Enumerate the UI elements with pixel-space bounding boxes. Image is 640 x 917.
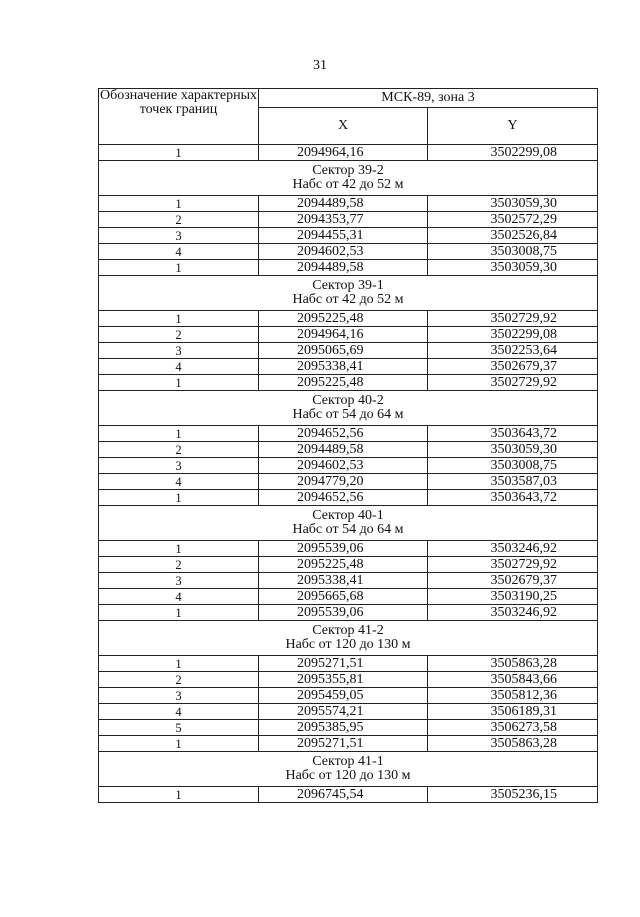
x-coordinate: 2095065,69: [259, 343, 428, 359]
table-row: [99, 573, 598, 589]
point-number: 1: [99, 260, 259, 276]
x-coordinate: 2095385,95: [259, 720, 428, 736]
y-coordinate: 3502729,92: [428, 557, 598, 573]
x-coordinate: 2095355,81: [259, 672, 428, 688]
point-number: 4: [99, 244, 259, 260]
x-coordinate: 2095338,41: [259, 573, 428, 589]
y-coordinate: 3502729,92: [428, 375, 598, 391]
y-coordinate: 3505843,66: [428, 672, 598, 688]
y-coordinate: 3505863,28: [428, 736, 598, 752]
section-header: [99, 752, 598, 787]
section-title: Сектор 40-2: [312, 393, 384, 408]
point-number: 1: [99, 656, 259, 672]
section-header-row: [99, 276, 598, 311]
y-coordinate: 3503190,25: [428, 589, 598, 605]
point-number: 2: [99, 327, 259, 343]
table-row: [99, 736, 598, 752]
x-coordinate: 2094489,58: [259, 442, 428, 458]
x-coordinate: 2095271,51: [259, 736, 428, 752]
table-row: [99, 260, 598, 276]
x-coordinate: 2096745,54: [259, 787, 428, 803]
x-coordinate: 2094489,58: [259, 196, 428, 212]
page-number: 31: [313, 58, 327, 73]
section-title: Сектор 41-2: [312, 623, 384, 638]
point-number: 3: [99, 228, 259, 244]
header-coordinate-system: МСК-89, зона 3: [259, 89, 598, 108]
section-elevation: Набс от 54 до 64 м: [292, 522, 404, 537]
table-row: [99, 327, 598, 343]
table-row: [99, 589, 598, 605]
point-number: 2: [99, 212, 259, 228]
point-number: 1: [99, 196, 259, 212]
section-header-row: [99, 391, 598, 426]
table-header: [99, 89, 598, 145]
table-row: [99, 541, 598, 557]
section-title: Сектор 39-2: [312, 163, 384, 178]
point-number: 1: [99, 736, 259, 752]
table-row: [99, 704, 598, 720]
section-title: Сектор 41-1: [312, 754, 384, 769]
x-coordinate: 2095271,51: [259, 656, 428, 672]
x-coordinate: 2095338,41: [259, 359, 428, 375]
table-row: [99, 458, 598, 474]
x-coordinate: 2094602,53: [259, 244, 428, 260]
header-y: Y: [428, 108, 598, 145]
table-row: [99, 228, 598, 244]
table-row: [99, 196, 598, 212]
table-row: [99, 672, 598, 688]
x-coordinate: 2095574,21: [259, 704, 428, 720]
table-row: [99, 787, 598, 803]
y-coordinate: 3505863,28: [428, 656, 598, 672]
y-coordinate: 3502729,92: [428, 311, 598, 327]
y-coordinate: 3503008,75: [428, 458, 598, 474]
y-coordinate: 3503246,92: [428, 541, 598, 557]
point-number: 3: [99, 343, 259, 359]
x-coordinate: 2094652,56: [259, 426, 428, 442]
y-coordinate: 3502299,08: [428, 327, 598, 343]
y-coordinate: 3505236,15: [428, 787, 598, 803]
y-coordinate: 3502299,08: [428, 145, 598, 161]
y-coordinate: 3505812,36: [428, 688, 598, 704]
point-number: 2: [99, 557, 259, 573]
section-header: [99, 161, 598, 196]
section-title: Сектор 39-1: [312, 278, 384, 293]
section-elevation: Набс от 42 до 52 м: [292, 292, 404, 307]
table-row: [99, 212, 598, 228]
point-number: 4: [99, 359, 259, 375]
point-number: 3: [99, 573, 259, 589]
table-row: [99, 343, 598, 359]
header-x: X: [259, 108, 428, 145]
table-row: [99, 605, 598, 621]
section-elevation: Набс от 120 до 130 м: [285, 768, 411, 783]
point-number: 1: [99, 311, 259, 327]
section-header-row: [99, 621, 598, 656]
section-header: [99, 506, 598, 541]
point-number: 2: [99, 672, 259, 688]
x-coordinate: 2094964,16: [259, 145, 428, 161]
header-point-designation: Обозначение характерных точек границ: [99, 89, 259, 145]
section-header-row: [99, 161, 598, 196]
point-number: 1: [99, 541, 259, 557]
section-header-row: [99, 506, 598, 541]
y-coordinate: 3502253,64: [428, 343, 598, 359]
point-number: 5: [99, 720, 259, 736]
y-coordinate: 3503643,72: [428, 426, 598, 442]
table-row: [99, 720, 598, 736]
y-coordinate: 3503587,03: [428, 474, 598, 490]
x-coordinate: 2095459,05: [259, 688, 428, 704]
section-header: [99, 391, 598, 426]
y-coordinate: 3503643,72: [428, 490, 598, 506]
x-coordinate: 2094353,77: [259, 212, 428, 228]
table-row: [99, 490, 598, 506]
y-coordinate: 3502679,37: [428, 359, 598, 375]
y-coordinate: 3506273,58: [428, 720, 598, 736]
table-row: [99, 426, 598, 442]
table-row: [99, 311, 598, 327]
x-coordinate: 2094779,20: [259, 474, 428, 490]
y-coordinate: 3503059,30: [428, 442, 598, 458]
y-coordinate: 3506189,31: [428, 704, 598, 720]
table-row: [99, 656, 598, 672]
x-coordinate: 2094964,16: [259, 327, 428, 343]
point-number: 4: [99, 474, 259, 490]
point-number: 1: [99, 145, 259, 161]
x-coordinate: 2094489,58: [259, 260, 428, 276]
point-number: 1: [99, 490, 259, 506]
y-coordinate: 3502679,37: [428, 573, 598, 589]
table-row: [99, 145, 598, 161]
section-elevation: Набс от 54 до 64 м: [292, 407, 404, 422]
x-coordinate: 2095665,68: [259, 589, 428, 605]
point-number: 1: [99, 605, 259, 621]
point-number: 1: [99, 787, 259, 803]
y-coordinate: 3503246,92: [428, 605, 598, 621]
table-row: [99, 244, 598, 260]
point-number: 4: [99, 589, 259, 605]
x-coordinate: 2095225,48: [259, 557, 428, 573]
table-row: [99, 474, 598, 490]
y-coordinate: 3503059,30: [428, 260, 598, 276]
point-number: 2: [99, 442, 259, 458]
table-row: [99, 375, 598, 391]
table-body: [99, 145, 598, 803]
y-coordinate: 3502572,29: [428, 212, 598, 228]
x-coordinate: 2095539,06: [259, 541, 428, 557]
x-coordinate: 2095225,48: [259, 375, 428, 391]
table-row: [99, 442, 598, 458]
table-row: [99, 359, 598, 375]
point-number: 1: [99, 375, 259, 391]
point-number: 4: [99, 704, 259, 720]
y-coordinate: 3502526,84: [428, 228, 598, 244]
point-number: 3: [99, 688, 259, 704]
x-coordinate: 2094652,56: [259, 490, 428, 506]
section-elevation: Набс от 120 до 130 м: [285, 637, 411, 652]
section-elevation: Набс от 42 до 52 м: [292, 177, 404, 192]
point-number: 1: [99, 426, 259, 442]
section-header-row: [99, 752, 598, 787]
section-header: [99, 621, 598, 656]
table-row: [99, 688, 598, 704]
y-coordinate: 3503059,30: [428, 196, 598, 212]
y-coordinate: 3503008,75: [428, 244, 598, 260]
section-title: Сектор 40-1: [312, 508, 384, 523]
x-coordinate: 2094602,53: [259, 458, 428, 474]
section-header: [99, 276, 598, 311]
x-coordinate: 2094455,31: [259, 228, 428, 244]
x-coordinate: 2095225,48: [259, 311, 428, 327]
point-number: 3: [99, 458, 259, 474]
table-row: [99, 557, 598, 573]
x-coordinate: 2095539,06: [259, 605, 428, 621]
coordinates-table: [98, 88, 598, 803]
